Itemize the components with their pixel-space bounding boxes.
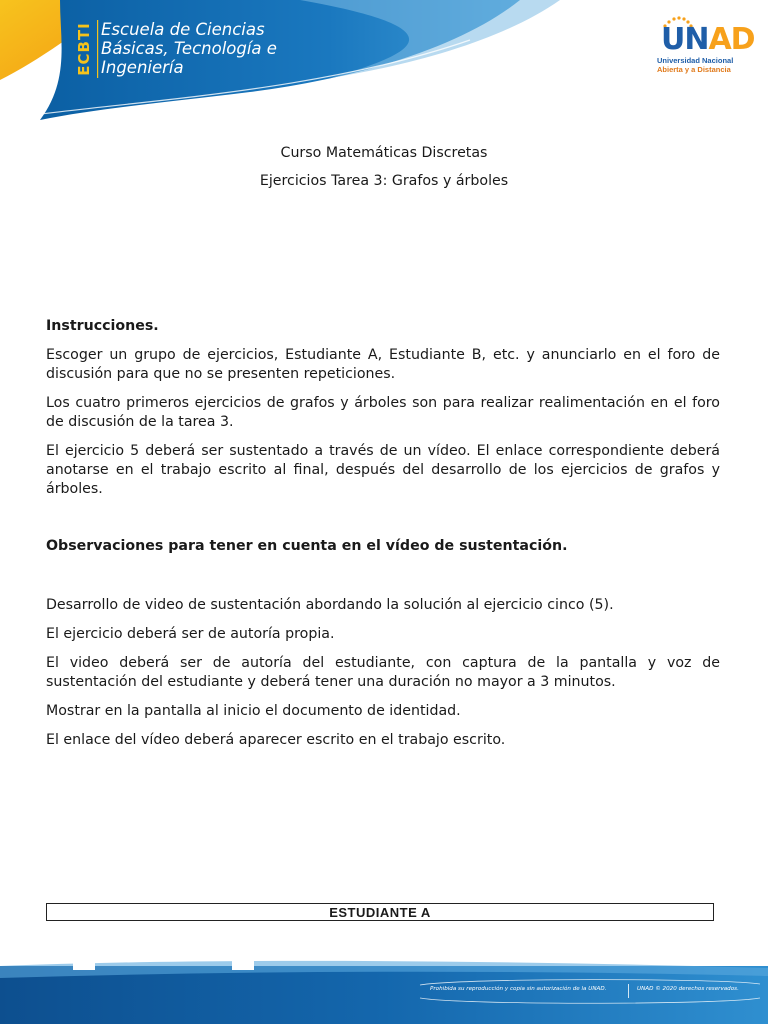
school-name-line: Básicas, Tecnología e <box>101 39 277 58</box>
course-title: Curso Matemáticas Discretas <box>280 145 488 161</box>
observation-paragraph: El enlace del vídeo deberá aparecer escrito en el trabajo escrito. <box>46 732 506 748</box>
page-header <box>0 0 768 130</box>
unad-logo <box>655 14 755 80</box>
student-a-label: ESTUDIANTE A <box>329 904 431 920</box>
copyright-notice: UNAD © 2020 derechos reservados. <box>637 986 739 992</box>
student-a-table-header <box>46 903 714 921</box>
observations-heading: Observaciones para tener en cuenta en el vídeo de sustentación. <box>46 538 568 554</box>
observation-paragraph: El video deberá ser de autoría del estudiante, con captura de la pantalla y voz de sustentación del estudiante y deberá tener una duración no mayor a 3 minutos. <box>46 655 720 690</box>
observation-paragraph: El ejercicio deberá ser de autoría propia. <box>46 626 335 642</box>
instruction-paragraph: El ejercicio 5 deberá ser sustentado a través de un vídeo. El enlace correspondiente deberá anotarse en el trabajo escrito al final, después del desarrollo de los ejercicios de grafos y árboles. <box>46 443 720 497</box>
rights-notice: Prohibida su reproducción y copia sin autorización de la UNAD. <box>430 986 607 992</box>
assignment-title: Ejercicios Tarea 3: Grafos y árboles <box>259 173 509 189</box>
observation-paragraph: Desarrollo de video de sustentación abordando la solución al ejercicio cinco (5). <box>46 597 614 613</box>
page-footer <box>0 958 768 1024</box>
school-name-line: Escuela de Ciencias <box>101 20 265 39</box>
instruction-paragraph: Los cuatro primeros ejercicios de grafos y árboles son para realizar realimentación en el foro de discusión de la tarea 3. <box>46 395 720 430</box>
school-name <box>101 20 331 77</box>
ecbti-tag: ECBTI <box>75 22 94 76</box>
instruction-paragraph: Escoger un grupo de ejercicios, Estudiante A, Estudiante B, etc. y anunciarlo en el foro de discusión para que no se presenten repeticiones. <box>46 347 720 382</box>
unad-subtitle: Universidad Nacional Abierta y a Distancia <box>657 56 734 74</box>
observation-paragraph: Mostrar en la pantalla al inicio el documento de identidad. <box>46 703 461 719</box>
school-name-line: Ingeniería <box>101 58 184 77</box>
unad-wordmark: UNAD <box>661 22 755 57</box>
instructions-heading: Instrucciones. <box>46 318 159 334</box>
